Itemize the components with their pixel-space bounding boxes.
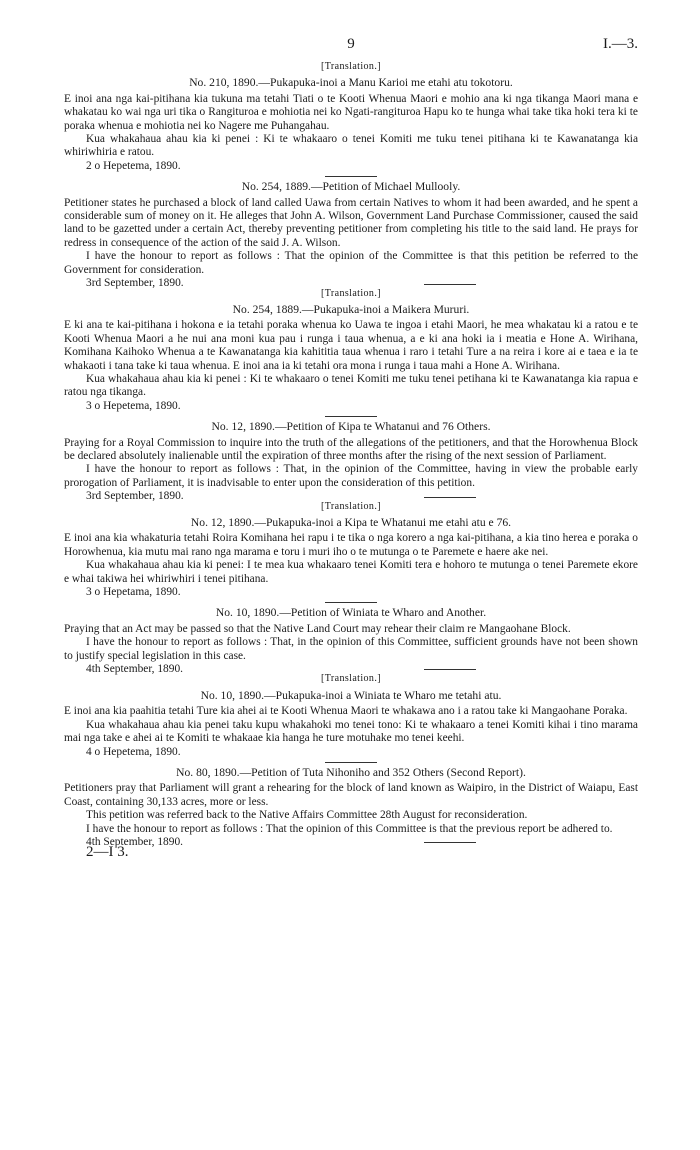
petition-section (64, 180, 638, 290)
petition-paragraph: I have the honour to report as follows : That the opinion of this Committee is that the previous report be adhered to. (86, 822, 613, 835)
section-divider (424, 669, 476, 670)
petition-paragraph: Praying that an Act may be passed so that the Native Land Court may rehear their claim re Mangaohane Block. (64, 622, 571, 635)
petition-paragraph: Kua whakahaua ahau kia penei taku kupu whakahoki mo tenei tono: Ki te whakaaro a tenei Komiti kihai i tino marama mai nga take e ahei ai te Komiti te whakaae kia hanga he ture motuhake mo tenei keehi. (64, 718, 638, 745)
petition-section (64, 765, 638, 848)
petition-title: No. 10, 1890.—Pukapuka-inoi a Winiata te Wharo me tetahi atu. (200, 688, 502, 702)
petition-section (64, 606, 638, 676)
petition-paragraph: E inoi ana kia whakaturia tetahi Roira Komihana hei rapu i te tika o nga korero a nga kai-pitihana, a kia tino herea e poraka o Horowhenua, kia mutu mai rano nga marama e toru i muri iho o te mutunga o te Paremete e haere ake nei. (64, 532, 638, 558)
document-page (64, 36, 638, 861)
translation-tag: [Translation.] (321, 673, 381, 685)
petition-paragraph: Petitioners pray that Parliament will grant a rehearing for the block of land known as Waipiro, in the District of Waiapu, East Coast, containing 30,133 acres, more or less. (64, 782, 638, 808)
translation-tag: [Translation.] (321, 61, 381, 72)
section-divider (325, 602, 377, 603)
petition-title: No. 12, 1890.—Petition of Kipa te Whatanui and 76 Others. (211, 420, 491, 434)
petition-paragraph: E ki ana te kai-pitihana i hokona e ia tetahi poraka whenua ko Uawa te ingoa i etahi Maori, he mea whakatau ki a ratou e te Kooti Whenua Maori a he nui ana moni kua pau i runga i taua whenua, a e ki ana hoki ia i meatia e Hone A. Wirihana, Komihana Kaihoko Whenua a te Kawanatanga kia kahititia taua whenua i raro i tetahi Ture a na reira i kore ai e taea e ia te whakaoti i tana take ki taua whenua. E inoi ana ia ki tetahi ora mona i runga i taua mahi a Hone A. Wirihana. (64, 319, 638, 372)
section-divider (325, 762, 377, 763)
petition-title: No. 254, 1889.—Pukapuka-inoi a Maikera Mururi. (232, 302, 470, 316)
petition-paragraph: Kua whakahaua ahau kia ki penei : Ki te whakaaro o tenei Komiti me tuku tenei petihana ki te Kawanatanga kia rapua e ratou nga tikanga. (64, 372, 638, 399)
page-header (64, 36, 638, 58)
petition-paragraph: E inoi ana kia paahitia tetahi Ture kia ahei ai te Kooti Whenua Maori te whakawa ano i a ratou take ki Mangaohane Poraka. (64, 705, 628, 718)
petition-paragraph: I have the honour to report as follows : That, in the opinion of the Committee, having in view the probable early prorogation of Parliament, it is inadvisable to enter upon the consideration of this petition. (64, 463, 638, 489)
signature-mark: 2—I 3. (86, 844, 129, 861)
petition-date: 4th September, 1890. (86, 835, 183, 848)
petition-title: No. 210, 1890.—Pukapuka-inoi a Manu Karioi me etahi atu tokotoru. (189, 76, 513, 90)
petition-paragraph: This petition was referred back to the Native Affairs Committee 28th August for reconsideration. (86, 809, 528, 822)
page-number: 9 (347, 36, 355, 52)
petition-paragraph: I have the honour to report as follows : That, in the opinion of this Committee, sufficient grounds have not been shown to justify special legislation in this case. (64, 636, 638, 662)
petition-paragraph: Praying for a Royal Commission to inquire into the truth of the allegations of the petitioners, and that the Horowhenua Block be declared absolutely inalienable until the expiration of three months after the rising of the next session of Parliament. (64, 436, 638, 462)
petition-paragraph: I have the honour to report as follows : That the opinion of the Committee is that this petition be referred to the Government for consideration. (64, 250, 638, 276)
petition-section (64, 500, 638, 604)
section-divider (424, 497, 476, 498)
petition-section (64, 672, 638, 762)
petition-title: No. 12, 1890.—Pukapuka-inoi a Kipa te Whatanui me etahi atu e 76. (190, 516, 512, 529)
petition-date: 3rd September, 1890. (86, 490, 184, 503)
section-divider (424, 284, 476, 285)
petition-date: 4 o Hepetema, 1890. (86, 745, 181, 758)
petition-paragraph: E inoi ana nga kai-pitihana kia tukuna ma tetahi Tiati o te Kooti Whenua Maori e mohio ana ki nga tikanga Maori mana e whakatau ko wai nga uri tika o Rangituroa e mohiotia nei ko Ngati-rangituroa Hapu ko te hunga whai take tika hoki tera ki te poraka whenua e mohiotia nei ko Nagere me Puhangahau. (64, 92, 638, 132)
section-divider (325, 416, 377, 417)
section-divider (424, 842, 476, 843)
petition-section (64, 420, 638, 503)
petition-title: No. 80, 1890.—Petition of Tuta Nihoniho and 352 Others (Second Report). (176, 765, 526, 779)
petition-paragraph: Kua whakahaua ahau kia ki penei: I te mea kua whakaaro tenei Komiti tera e hohoro te mutunga o tenei Paremete ekore e whai takiwa hei whiriwhiri i tenei pitihana. (64, 559, 638, 585)
section-divider (325, 176, 377, 177)
petition-section (64, 60, 638, 177)
petition-date: 2 o Hepetema, 1890. (86, 159, 181, 172)
petition-date: 4th September, 1890. (86, 663, 183, 676)
translation-tag: [Translation.] (321, 500, 381, 512)
petition-title: No. 10, 1890.—Petition of Winiata te Wharo and Another. (215, 606, 487, 620)
petition-date: 3rd September, 1890. (86, 277, 184, 290)
petition-paragraph: Kua whakahaua ahau kia ki penei : Ki te whakaaro o tenei Komiti me tuku tenei pitihana ki te Kawanatanga kia whiriwhiria e ratou. (64, 133, 638, 159)
petition-title: No. 254, 1889.—Petition of Michael Mullooly. (241, 180, 461, 194)
petition-section (64, 287, 638, 418)
petition-date: 3 o Hepetama, 1890. (86, 586, 181, 599)
petition-paragraph: Petitioner states he purchased a block of land called Uawa from certain Natives to whom it had been awarded, and he spent a considerable sum of money on it. He alleges that John A. Wilson, Government Land Purchase Commissioner, caused the said land to be gazetted under a certain Act, thereby preventing petitioner from completing his title to the said land. He prays for redress in consequence of the action of the said J. A. Wilson. (64, 196, 638, 249)
translation-tag: [Translation.] (321, 287, 381, 299)
petition-date: 3 o Hepetema, 1890. (86, 399, 181, 412)
document-reference: I.—3. (603, 36, 638, 52)
